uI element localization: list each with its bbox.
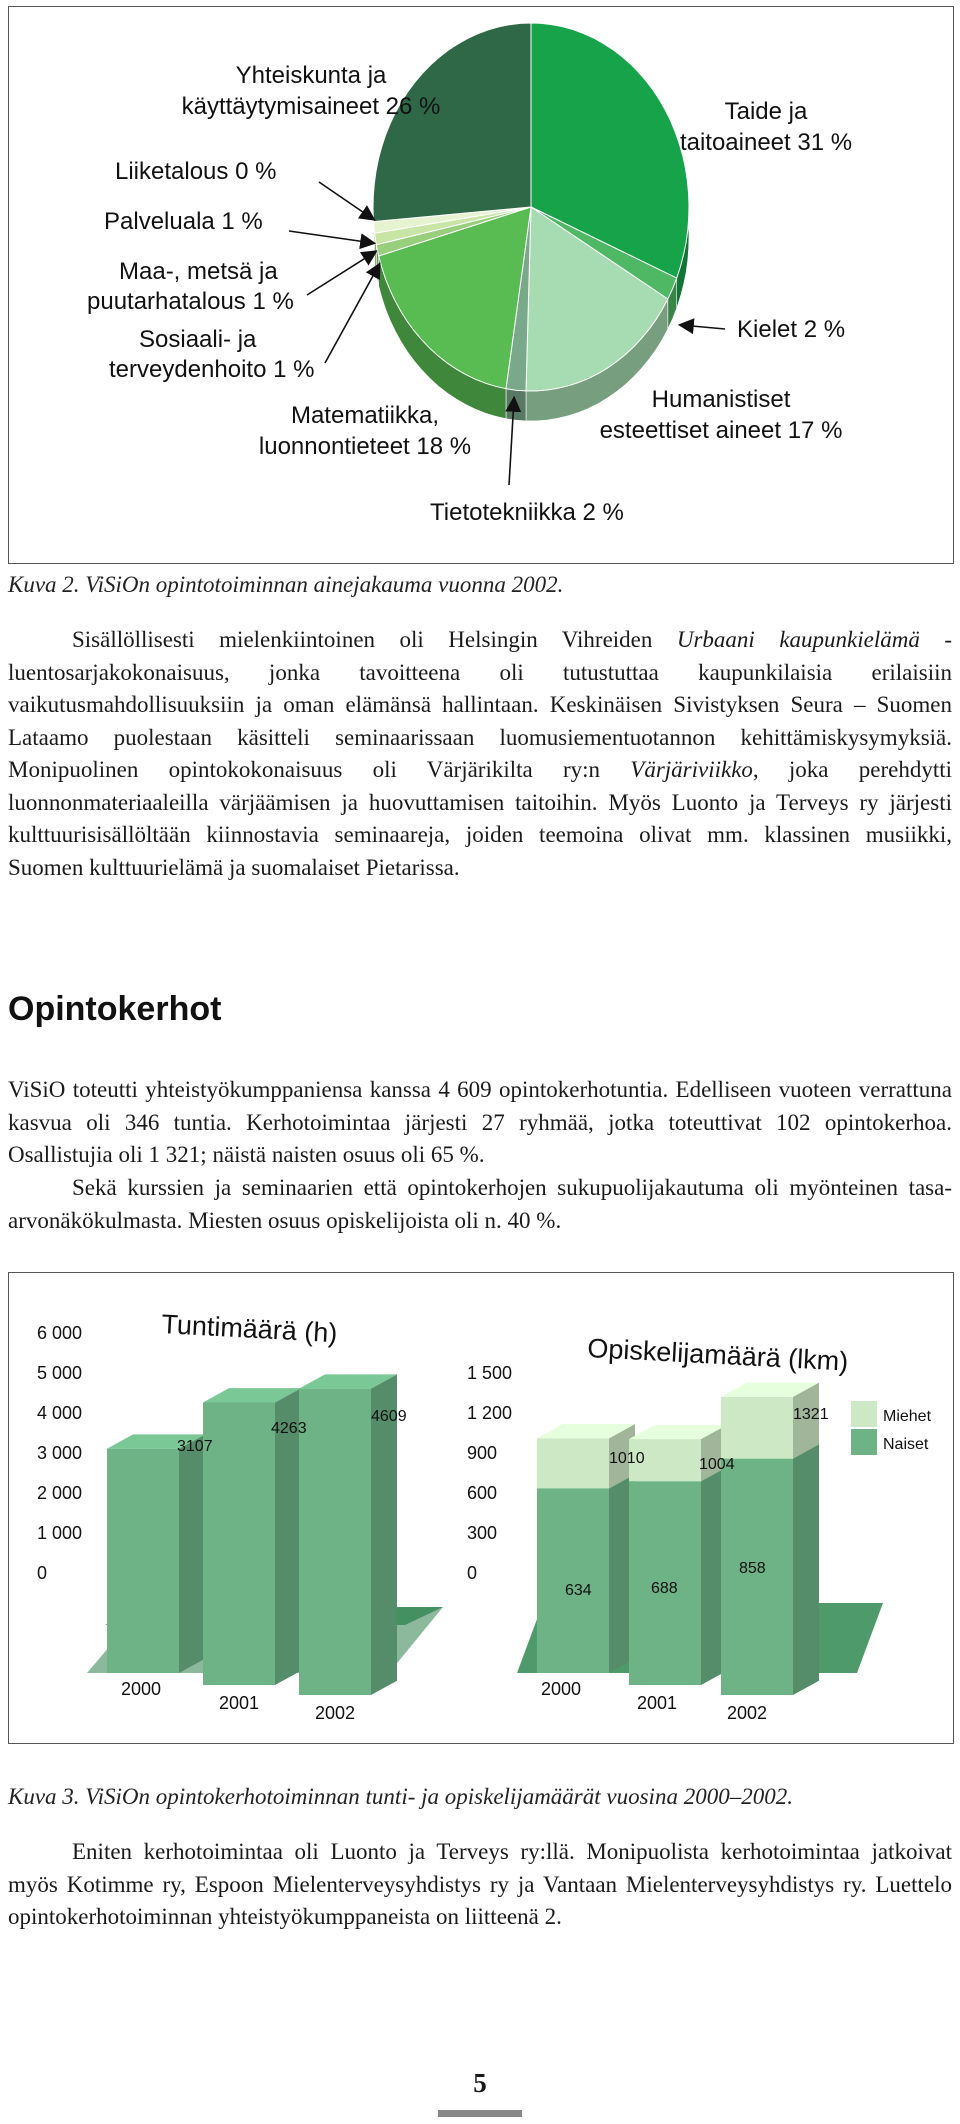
label-matematiikka-line2: luonnontieteet 18 % [258,433,472,460]
label-taide-line1: Taide ja [724,98,808,125]
page-number: 5 [473,2068,487,2098]
bar-charts-svg [9,1273,953,1743]
label-matematiikka-line1: Matematiikka, [290,402,440,429]
chart1-cat-2000: 2000 [121,1679,162,1699]
arrow-sosiaali [325,265,379,363]
figure2-caption: Kuva 3. ViSiOn opintokerhotoiminnan tunti- ja opiskelijamäärät vuosina 2000–2002. [8,1784,793,1809]
chart1-ytick: 6 000 [37,1323,83,1343]
legend-swatch-naiset [851,1429,877,1455]
chart1-bar-2000-side [179,1434,205,1673]
section-heading-opintokerhot: Opintokerhot [8,990,222,1028]
legend-swatch-miehet [851,1401,877,1427]
arrow-maa [307,252,375,295]
chart1-ytick: 1 000 [37,1523,83,1543]
label-liiketalous: Liiketalous 0 % [115,158,277,185]
chart1-value-2000: 3107 [177,1438,213,1455]
paragraph-3 [8,1172,952,1237]
label-humanistiset-line2: esteettiset aineet 17 % [599,417,843,444]
chart2-bar-naiset-2002-side [793,1444,819,1695]
chart1-cat-2001: 2001 [219,1693,260,1713]
label-sosiaali-line2: terveydenhoito 1 % [109,356,315,383]
chart2-ytick: 0 [467,1563,478,1583]
chart1-cat-2002: 2002 [315,1703,356,1723]
pie-chart-svg [9,7,953,563]
chart2-title: Opiskelijamäärä (lkm) [586,1333,849,1377]
chart1-title: Tuntimäärä (h) [160,1309,339,1349]
chart1-value-2001: 4263 [271,1420,307,1437]
chart1-bar-2000 [107,1449,179,1673]
para1-text-b: -luentosarjakokonaisuus, jonka tavoitteena oli tutustuttaa kaupunkilaisia erilaisiin vaikutusmahdollisuuksiin ja oman elämänsä hallintaan. Keskinäisen Sivistyksen Seura – Suomen Lataamo puolestaan käsitteli seminaarissaan luomusiementuotannon kehittämiskysymyksiä. Monipuolinen opintokokonaisuus oli Värjärikilta ry:n [8,627,952,782]
para4-text: Eniten kerhotoimintaa oli Luonto ja Terveys ry:llä. Monipuolista kerhotoimintaa jatkoivat myös Kotimme ry, Espoon Mielenterveysyhdistys ry ja Vantaan Mielenterveysyhdistys ry. Luettelo opintokerhotoiminnan yhteistyökumppaneista on liitteenä 2. [8,1839,952,1929]
arrow-kielet [681,325,725,329]
para1-text-c: , joka perehdytti luonnonmateriaaleilla värjäämisen ja huovuttamisen taitoihin. Myös Luonto ja Terveys ry järjesti kulttuurisisällöltään kiinnostavia seminaareja, joiden teemoina olivat mm. klassinen musiikki, Suomen kulttuurielämä ja suomalaiset Pietarissa. [8,757,952,880]
paragraph-1 [8,624,952,884]
label-sosiaali-line1: Sosiaali- ja [139,326,257,353]
label-yhteiskunta-line2: käyttäytymisaineet 26 % [181,93,441,120]
figure-pie-chart [8,6,954,564]
figure-bar-charts [8,1272,954,1744]
chart2-ytick: 600 [467,1483,498,1503]
legend-label-naiset: Naiset [883,1436,929,1453]
chart2-ytick: 300 [467,1523,498,1543]
legend-label-miehet: Miehet [883,1408,932,1425]
chart1-ytick: 2 000 [37,1483,83,1503]
label-yhteiskunta-line1: Yhteiskunta ja [235,62,387,89]
chart1-bar-2002 [299,1389,371,1695]
chart2-cat-2002: 2002 [727,1703,768,1723]
chart2-ytick: 1 500 [467,1363,513,1383]
label-humanistiset-line1: Humanistiset [651,386,791,413]
chart2-bar-miehet-2000 [537,1438,609,1488]
chart2-naiset-2001: 688 [651,1580,678,1597]
figure1-caption: Kuva 2. ViSiOn opintotoiminnan ainejakauma vuonna 2002. [8,572,564,597]
para1-italic-varjariviikko: Värjäriviikko [630,757,753,782]
chart2-ytick: 1 200 [467,1403,513,1423]
label-taide-line2: taitoaineet 31 % [679,129,853,156]
page-number-bar [438,2110,522,2117]
arrow-liiketalous [319,182,373,219]
chart2-naiset-2000: 634 [565,1582,592,1599]
chart1-ytick: 0 [37,1563,48,1583]
label-maa-line2: puutarhatalous 1 % [87,288,294,315]
pie-slice-side-tietotekniikka [506,389,526,421]
label-maa-line1: Maa-, metsä ja [119,258,278,285]
chart2-ytick: 900 [467,1443,498,1463]
chart1-ytick: 3 000 [37,1443,83,1463]
paragraph-2: ViSiO toteutti yhteistyökumppaniensa kanssa 4 609 opintokerhotuntia. Edelliseen vuoteen verrattuna kasvua oli 346 tuntia. Kerhotoimintaa järjesti 27 ryhmää, jotka toteuttivat 102 opintokerhoa. Osallistujia oli 1 321; näistä naisten osuus oli 65 %. [8,1077,952,1167]
label-palveluala: Palveluala 1 % [104,208,263,235]
paragraph-4 [8,1836,952,1934]
arrow-palveluala [289,231,373,243]
chart2-cat-2000: 2000 [541,1679,582,1699]
label-kielet: Kielet 2 % [737,316,846,343]
chart1-value-2002: 4609 [371,1408,407,1425]
para3-text: Sekä kurssien ja seminaarien että opintokerhojen sukupuolijakautuma oli myönteinen tasa-arvonäkökulmasta. Miesten osuus opiskelijoista oli n. 40 %. [8,1175,952,1233]
chart1-bar-2001 [203,1403,275,1686]
para1-text-a: Sisällöllisesti mielenkiintoinen oli Helsingin Vihreiden [72,627,677,652]
para1-italic-urbaani: Urbaani kaupunkielämä [676,627,920,652]
chart1-ytick: 5 000 [37,1363,83,1383]
chart2-bar-miehet-2002 [721,1397,793,1459]
chart2-cat-2001: 2001 [637,1693,678,1713]
chart2-total-2002: 1321 [793,1406,829,1423]
chart1-ytick: 4 000 [37,1403,83,1423]
chart2-naiset-2002: 858 [739,1560,766,1577]
pie-slice-yhteiskunta-ja-käyttäytymisaineet [373,23,531,222]
chart2-total-2000: 1010 [609,1450,645,1467]
label-tietotekniikka: Tietotekniikka 2 % [430,499,624,526]
chart2-bar-naiset-2000 [537,1489,609,1674]
chart2-total-2001: 1004 [699,1456,735,1473]
